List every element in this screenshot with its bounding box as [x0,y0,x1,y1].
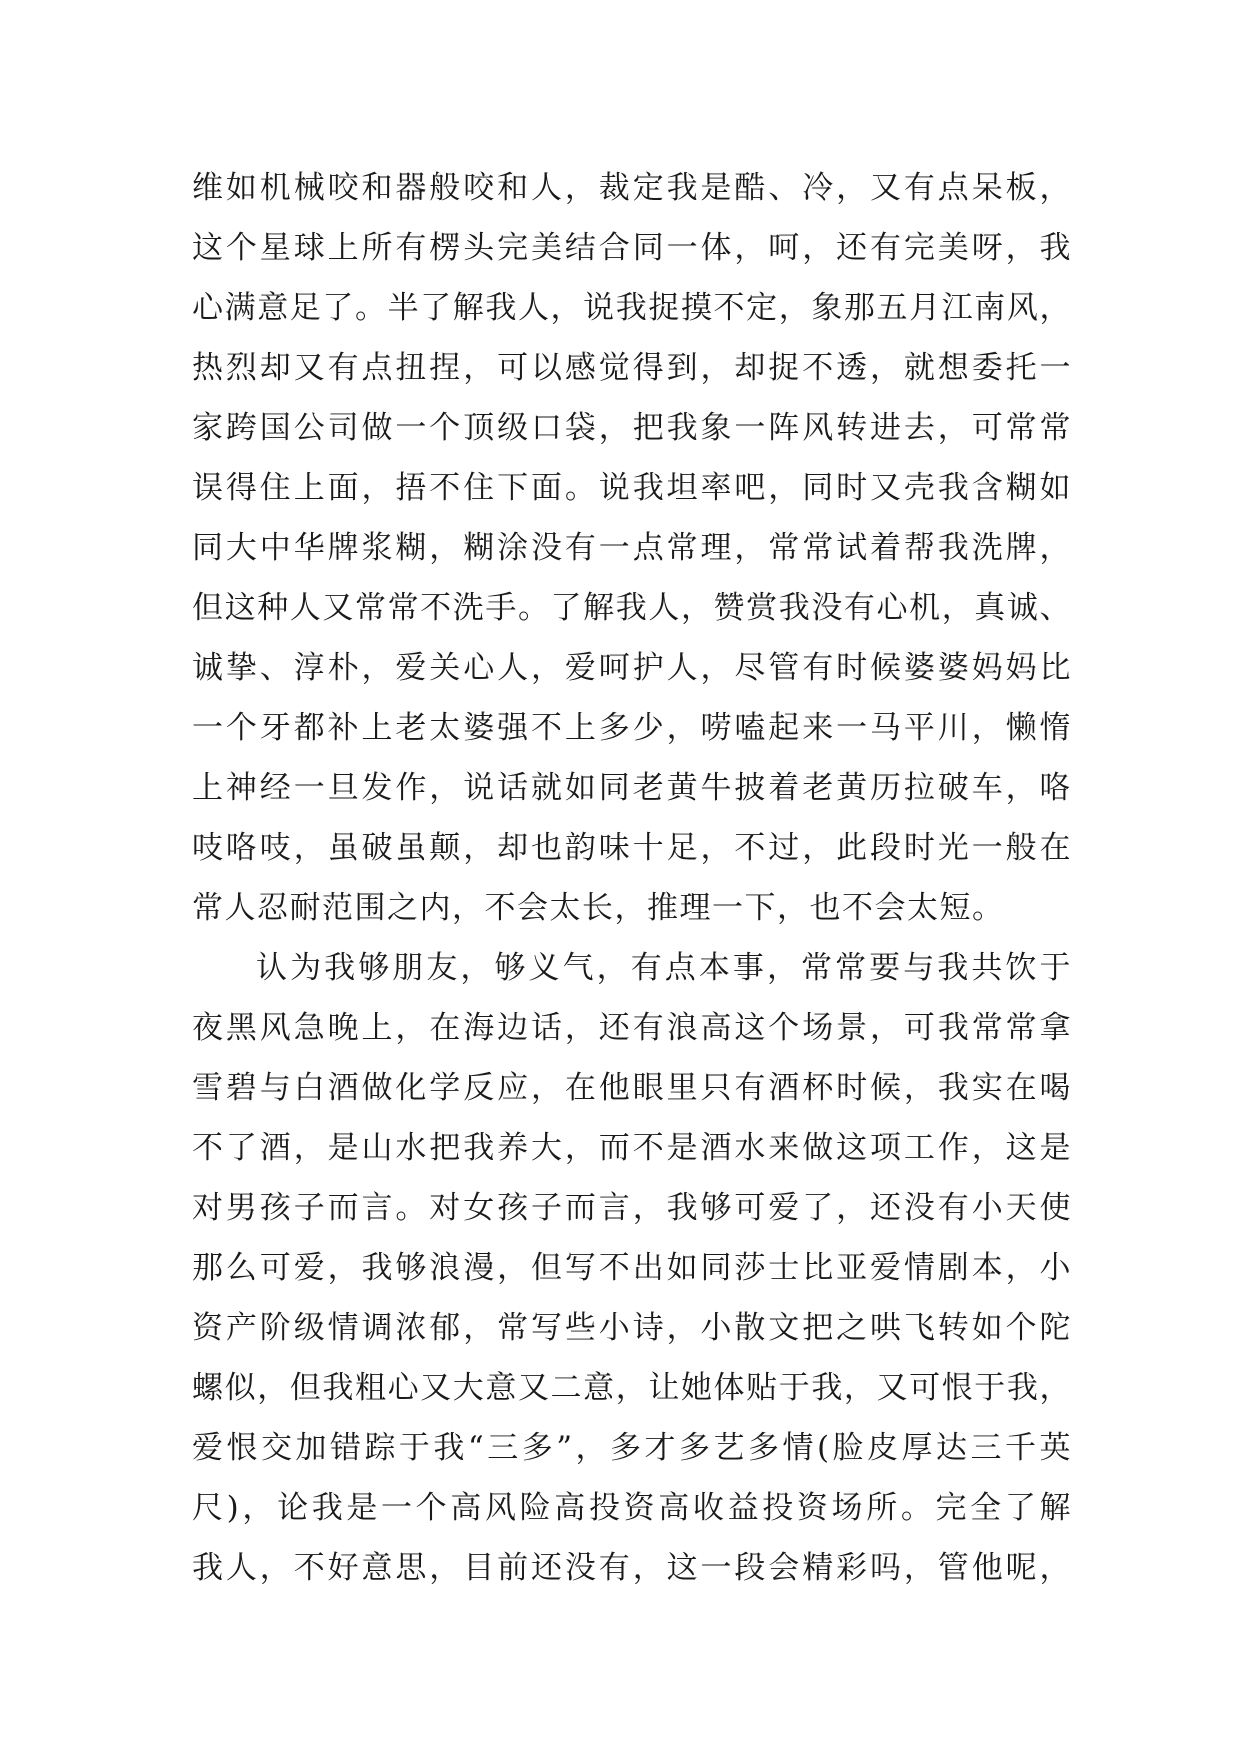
body-text [192,158,1072,1598]
paragraph-end-line: 常人忍耐范围之内，不会太长，推理一下，也不会太短。 [192,890,1005,926]
text-line: 热烈却又有点扭捏，可以感觉得到，却捉不透，就想委托一 [192,350,1072,386]
text-line: 那么可爱，我够浪漫，但写不出如同莎士比亚爱情剧本，小 [192,1250,1072,1286]
text-line: 这个星球上所有楞头完美结合同一体，呵，还有完美呀，我 [192,230,1072,266]
text-line: 螺似，但我粗心又大意又二意，让她体贴于我，又可恨于我， [192,1370,1072,1406]
text-line: 资产阶级情调浓郁，常写些小诗，小散文把之哄飞转如个陀 [192,1310,1072,1346]
text-line: 但这种人又常常不洗手。了解我人，赞赏我没有心机，真诚、 [192,590,1072,626]
text-line: 维如机械咬和器般咬和人，裁定我是酷、冷，又有点呆板， [192,170,1072,206]
paragraph-start-line: 认为我够朋友，够义气，有点本事，常常要与我共饮于 [256,950,1072,986]
text-line: 不了酒，是山水把我养大，而不是酒水来做这项工作，这是 [192,1130,1072,1166]
text-line: 心满意足了。半了解我人，说我捉摸不定，象那五月江南风， [192,290,1072,326]
text-line: 夜黑风急晚上，在海边话，还有浪高这个场景，可我常常拿 [192,1010,1072,1046]
text-line: 吱咯吱，虽破虽颠，却也韵味十足，不过，此段时光一般在 [192,830,1072,866]
text-line: 上神经一旦发作，说话就如同老黄牛披着老黄历拉破车，咯 [192,770,1072,806]
text-line: 误得住上面，捂不住下面。说我坦率吧，同时又壳我含糊如 [192,470,1072,506]
text-line: 爱恨交加错踪于我“三多”，多才多艺多情(脸皮厚达三千英 [192,1430,1072,1466]
text-line: 对男孩子而言。对女孩子而言，我够可爱了，还没有小天使 [192,1190,1072,1226]
text-line: 一个牙都补上老太婆强不上多少，唠嗑起来一马平川，懒惰 [192,710,1072,746]
text-line: 雪碧与白酒做化学反应，在他眼里只有酒杯时候，我实在喝 [192,1070,1072,1106]
text-line: 家跨国公司做一个顶级口袋，把我象一阵风转进去，可常常 [192,410,1072,446]
text-line: 同大中华牌浆糊，糊涂没有一点常理，常常试着帮我洗牌， [192,530,1072,566]
text-line: 诚挚、淳朴，爱关心人，爱呵护人，尽管有时候婆婆妈妈比 [192,650,1072,686]
text-line: 尺)，论我是一个高风险高投资高收益投资场所。完全了解 [192,1490,1072,1526]
text-line: 我人，不好意思，目前还没有，这一段会精彩吗，管他呢， [192,1550,1072,1586]
